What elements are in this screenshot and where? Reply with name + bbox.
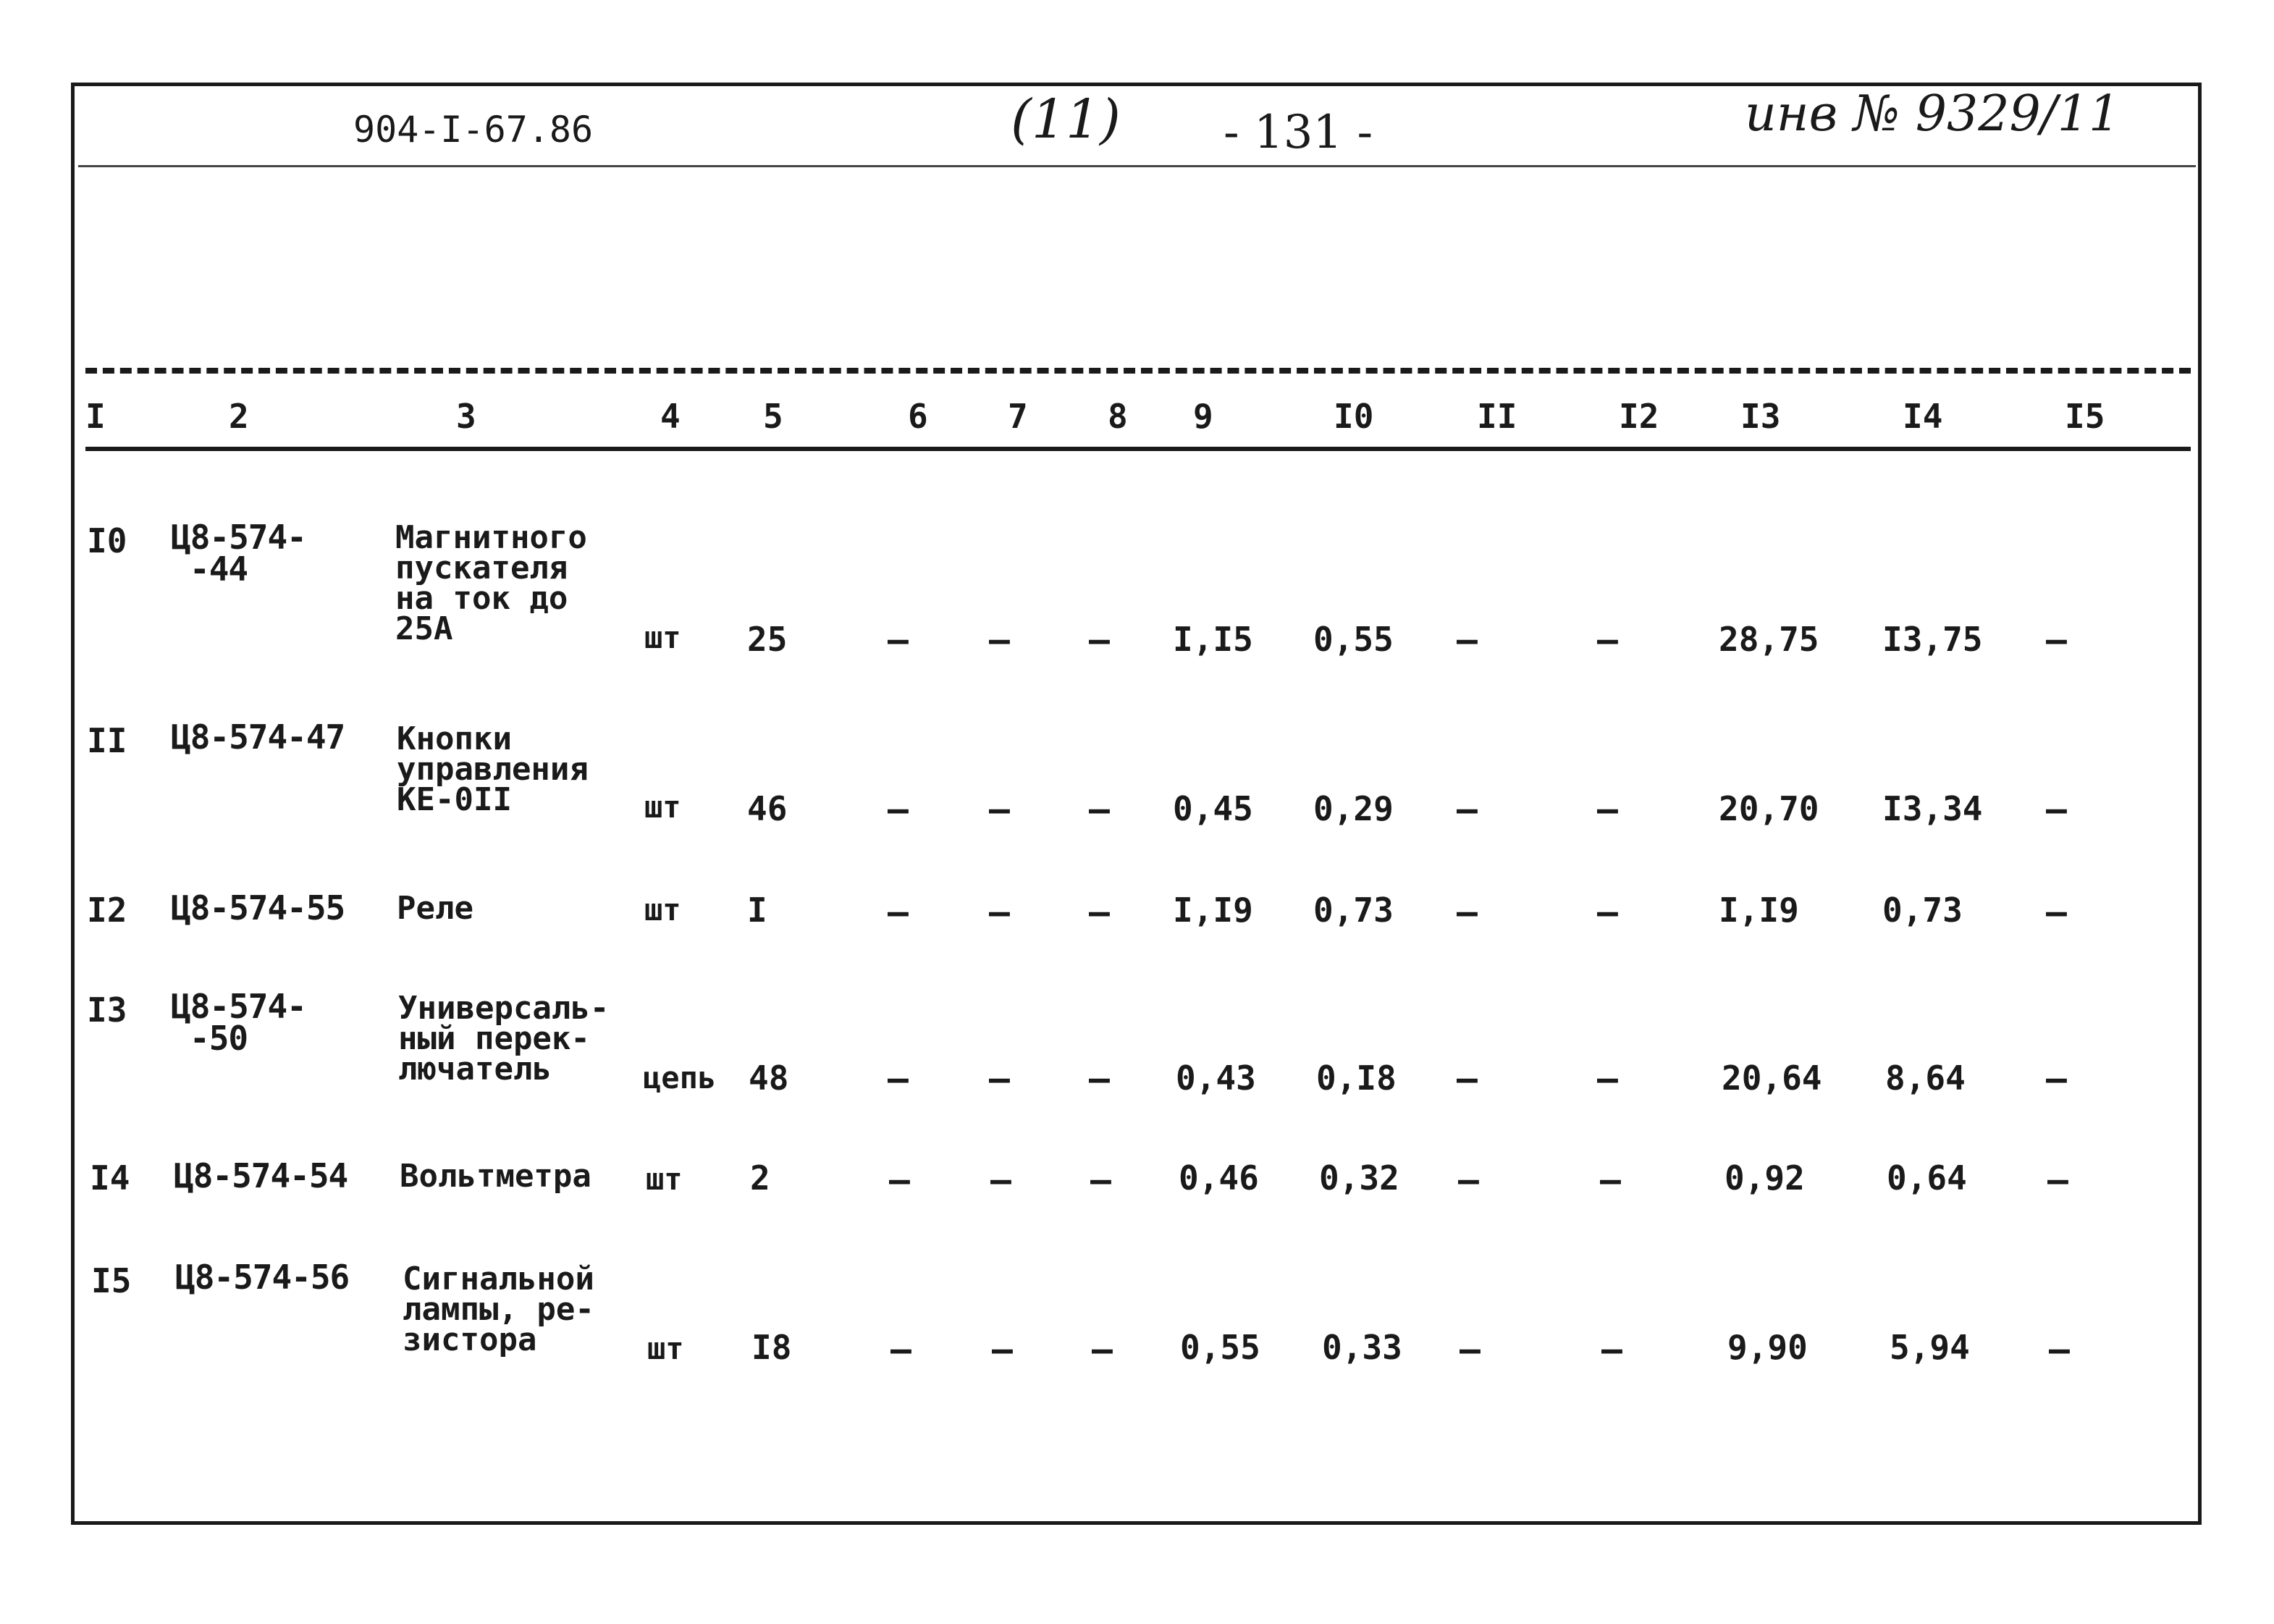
- cell-c5: 25: [747, 620, 788, 659]
- item-code: Ц8-574-47: [171, 718, 345, 757]
- cell-c14: 0,73: [1882, 891, 1963, 930]
- item-description: Универсаль- ный перек- лючатель: [398, 990, 610, 1087]
- cell-c7: –: [989, 620, 1010, 660]
- header-divider: [78, 165, 2196, 167]
- cell-c5: I: [747, 891, 767, 930]
- cell-c11: –: [1457, 1059, 1478, 1099]
- col-header-8: 8: [1108, 397, 1128, 436]
- cell-c14: 0,64: [1887, 1158, 1967, 1198]
- cell-c7: –: [989, 1059, 1010, 1099]
- item-description: Сигнальной лампы, ре- зистора: [403, 1261, 594, 1358]
- cell-c5: 48: [749, 1059, 789, 1098]
- sheet-mark: (11): [1011, 88, 1121, 151]
- col-header-12: I2: [1619, 397, 1659, 436]
- frame-left-line: [71, 83, 75, 1525]
- cell-c12: –: [1597, 892, 1618, 933]
- item-description: Кнопки управления КЕ-0II: [397, 720, 589, 818]
- cell-c6: –: [888, 789, 909, 830]
- cell-c5: 46: [747, 789, 788, 828]
- item-code: Ц8-574-56: [175, 1258, 350, 1297]
- cell-c15: –: [2046, 892, 2067, 933]
- unit: шт: [644, 892, 681, 927]
- cell-c8: –: [1089, 620, 1110, 660]
- cell-c15: –: [2046, 1059, 2067, 1099]
- unit: шт: [644, 789, 681, 825]
- cell-c10: 0,29: [1313, 789, 1394, 828]
- cell-c9: 0,55: [1180, 1328, 1260, 1367]
- cell-c6: –: [890, 1329, 911, 1370]
- cell-c13: 0,92: [1725, 1158, 1805, 1198]
- page-number: - 131 -: [1224, 106, 1373, 159]
- unit: цепь: [643, 1060, 717, 1095]
- col-header-4: 4: [660, 397, 681, 436]
- frame-bottom-line: [71, 1521, 2202, 1525]
- col-header-11: II: [1477, 397, 1517, 436]
- inventory-number: инв № 9329/11: [1745, 85, 2121, 143]
- cell-c11: –: [1457, 892, 1478, 933]
- item-code: Ц8-574- -44: [171, 518, 306, 589]
- unit: шт: [647, 1331, 684, 1366]
- cell-c6: –: [888, 892, 909, 933]
- cell-c13: 20,64: [1722, 1059, 1822, 1098]
- col-header-14: I4: [1903, 397, 1943, 436]
- col-header-1: I: [85, 397, 106, 436]
- cell-c13: 9,90: [1727, 1328, 1808, 1367]
- cell-c11: –: [1457, 789, 1478, 830]
- cell-c9: 0,46: [1179, 1158, 1259, 1198]
- cell-c14: 8,64: [1885, 1059, 1966, 1098]
- cell-c8: –: [1090, 1160, 1111, 1200]
- cell-c10: 0,73: [1313, 891, 1394, 930]
- cell-c14: 5,94: [1890, 1328, 1970, 1367]
- cell-c15: –: [2049, 1329, 2070, 1370]
- row-number: I0: [87, 521, 127, 560]
- unit: шт: [644, 620, 681, 655]
- cell-c13: I,I9: [1719, 891, 1799, 930]
- cell-c9: 0,43: [1176, 1059, 1256, 1098]
- cell-c15: –: [2046, 620, 2067, 660]
- cell-c8: –: [1089, 892, 1110, 933]
- cell-c15: –: [2046, 789, 2067, 830]
- cell-c7: –: [992, 1329, 1013, 1370]
- cell-c11: –: [1460, 1329, 1481, 1370]
- cell-c8: –: [1092, 1329, 1113, 1370]
- cell-c10: 0,I8: [1316, 1059, 1397, 1098]
- cell-c8: –: [1089, 789, 1110, 830]
- unit: шт: [646, 1161, 683, 1197]
- col-header-2: 2: [229, 397, 249, 436]
- cell-c6: –: [888, 620, 909, 660]
- item-code: Ц8-574-55: [171, 888, 345, 927]
- cell-c5: 2: [750, 1158, 770, 1198]
- document-code: 904-I-67.86: [353, 109, 594, 151]
- cell-c13: 28,75: [1719, 620, 1819, 659]
- cell-c9: I,I9: [1173, 891, 1253, 930]
- cell-c12: –: [1597, 789, 1618, 830]
- cell-c14: I3,34: [1882, 789, 1983, 828]
- cell-c12: –: [1597, 620, 1618, 660]
- col-header-9: 9: [1193, 397, 1213, 436]
- column-header-bottom-rule: [85, 447, 2191, 451]
- col-header-6: 6: [908, 397, 928, 436]
- col-header-3: 3: [456, 397, 476, 436]
- cell-c10: 0,32: [1319, 1158, 1399, 1198]
- cell-c9: 0,45: [1173, 789, 1253, 828]
- row-number: I3: [87, 990, 127, 1030]
- col-header-15: I5: [2065, 397, 2105, 436]
- cell-c7: –: [990, 1160, 1011, 1200]
- cell-c13: 20,70: [1719, 789, 1819, 828]
- cell-c7: –: [989, 789, 1010, 830]
- col-header-7: 7: [1008, 397, 1028, 436]
- column-header-top-rule: [85, 368, 2191, 374]
- frame-right-line: [2198, 83, 2202, 1525]
- col-header-5: 5: [763, 397, 783, 436]
- item-description: Вольтметра: [400, 1158, 591, 1195]
- row-number: I5: [91, 1261, 132, 1300]
- cell-c14: I3,75: [1882, 620, 1983, 659]
- col-header-10: I0: [1334, 397, 1374, 436]
- cell-c10: 0,55: [1313, 620, 1394, 659]
- item-code: Ц8-574-54: [174, 1156, 348, 1195]
- item-code: Ц8-574- -50: [171, 987, 306, 1058]
- cell-c7: –: [989, 892, 1010, 933]
- cell-c12: –: [1597, 1059, 1618, 1099]
- cell-c15: –: [2047, 1160, 2068, 1200]
- row-number: I4: [90, 1158, 130, 1198]
- row-number: II: [87, 721, 127, 760]
- cell-c9: I,I5: [1173, 620, 1253, 659]
- cell-c11: –: [1457, 620, 1478, 660]
- col-header-13: I3: [1740, 397, 1781, 436]
- row-number: I2: [87, 891, 127, 930]
- cell-c8: –: [1089, 1059, 1110, 1099]
- cell-c12: –: [1601, 1329, 1622, 1370]
- item-description: Магнитного пускателя на ток до 25А: [395, 519, 587, 647]
- cell-c10: 0,33: [1322, 1328, 1402, 1367]
- cell-c6: –: [889, 1160, 910, 1200]
- cell-c6: –: [888, 1059, 909, 1099]
- cell-c11: –: [1458, 1160, 1479, 1200]
- cell-c5: I8: [751, 1328, 792, 1367]
- item-description: Реле: [397, 890, 473, 927]
- cell-c12: –: [1600, 1160, 1621, 1200]
